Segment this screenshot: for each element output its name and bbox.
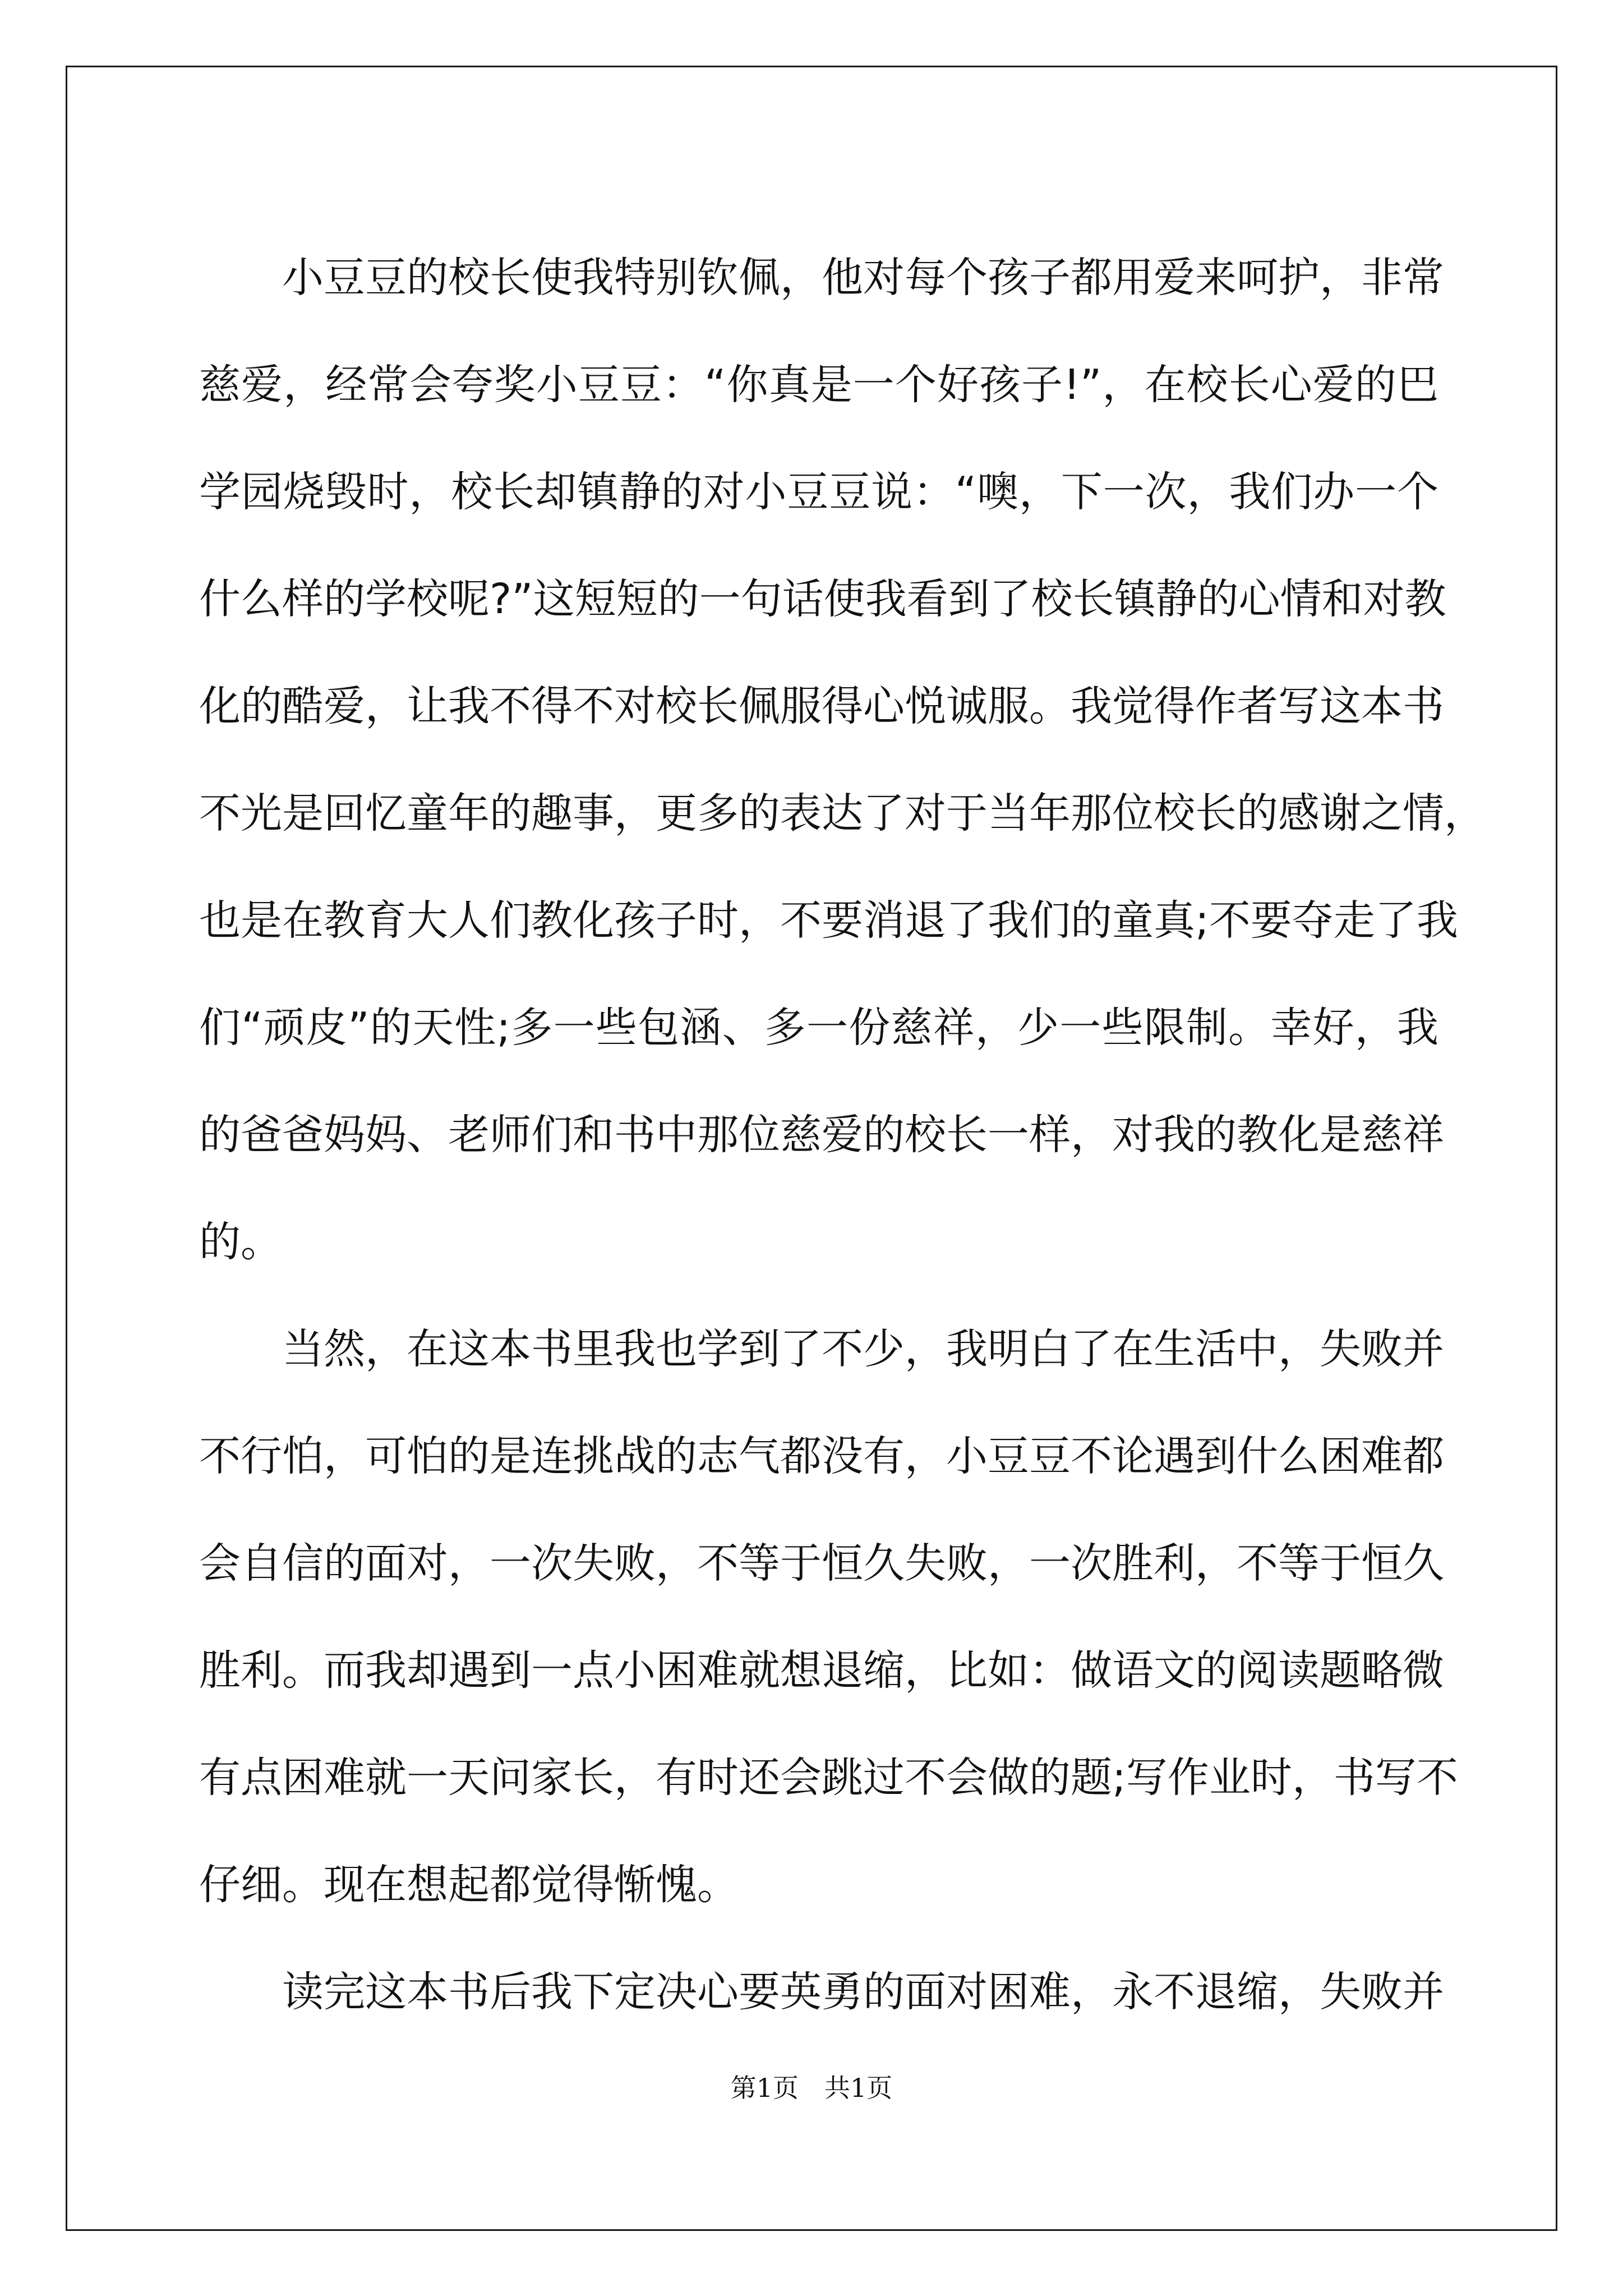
paragraph-1-line-4: 什么样的学校呢?”这短短的一句话使我看到了校长镇静的心情和对教	[199, 575, 1446, 623]
paragraph-2-line-3: 会自信的面对，一次失败，不等于恒久失败，一次胜利，不等于恒久	[199, 1539, 1444, 1588]
document-body	[199, 224, 1486, 2046]
paragraph-2-line-4: 胜利。而我却遇到一点小困难就想退缩，比如：做语文的阅读题略微	[199, 1646, 1444, 1695]
paragraph-1-line-5: 化的酷爱，让我不得不对校长佩服得心悦诚服。我觉得作者写这本书	[199, 682, 1444, 730]
paragraph-2-line-1: 当然，在这本书里我也学到了不少，我明白了在生活中，失败并	[282, 1325, 1444, 1373]
paragraph-1-line-9: 的爸爸妈妈、老师们和书中那位慈爱的校长一样，对我的教化是慈祥	[199, 1111, 1444, 1159]
paragraph-2-line-2: 不行怕，可怕的是连挑战的志气都没有，小豆豆不论遇到什么困难都	[199, 1432, 1444, 1480]
paragraph-2-line-6: 仔细。现在想起都觉得惭愧。	[199, 1861, 739, 1909]
page-number-label: 第1页 共1页	[730, 2073, 893, 2103]
paragraph-1-line-6: 不光是回忆童年的趣事，更多的表达了对于当年那位校长的感谢之情，	[199, 789, 1486, 838]
page-footer	[0, 2071, 1623, 2105]
paragraph-1-line-7: 也是在教育大人们教化孩子时，不要消退了我们的童真;不要夺走了我	[199, 896, 1458, 945]
paragraph-3-line-1: 读完这本书后我下定决心要英勇的面对困难，永不退缩，失败并	[282, 1968, 1444, 2016]
paragraph-1-line-10: 的。	[199, 1218, 282, 1266]
paragraph-1-line-2: 慈爱，经常会夸奖小豆豆：“你真是一个好孩子!”，在校长心爱的巴	[199, 361, 1438, 409]
paragraph-1-line-8: 们“顽皮”的天性;多一些包涵、多一份慈祥，少一些限制。幸好，我	[199, 1004, 1438, 1052]
paragraph-1-line-1: 小豆豆的校长使我特别钦佩，他对每个孩子都用爱来呵护，非常	[282, 254, 1444, 302]
paragraph-1-line-3: 学园烧毁时，校长却镇静的对小豆豆说：“噢，下一次，我们办一个	[199, 468, 1438, 516]
paragraph-2-line-5: 有点困难就一天问家长，有时还会跳过不会做的题;写作业时，书写不	[199, 1754, 1458, 1802]
